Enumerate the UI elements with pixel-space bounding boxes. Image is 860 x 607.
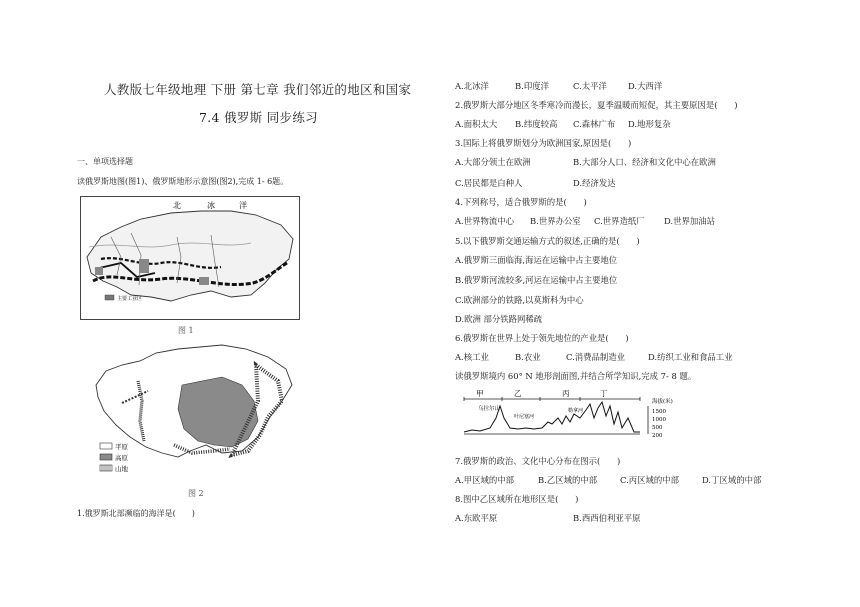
- q6-option-b: B.农业: [515, 352, 541, 362]
- question-4: 4.下列称号，适合俄罗斯的是( ): [455, 197, 587, 207]
- terrain-map-drawing: [82, 341, 296, 481]
- q7-option-b: B.乙区域的中部: [538, 475, 598, 485]
- zone-yi: 乙: [514, 389, 522, 398]
- terrain-map-figure: [82, 341, 296, 481]
- legend-plain: 平原: [115, 443, 128, 451]
- q6-option-c: C.消费品制造业: [566, 352, 626, 362]
- question-6: 6.俄罗斯在世界上处于领先地位的产业是( ): [455, 333, 629, 343]
- axis-title: 海拔(米): [652, 399, 673, 405]
- elevation-profile-figure: [462, 388, 698, 442]
- legend-plateau: 高原: [115, 454, 128, 462]
- q1-option-b: B.印度洋: [515, 81, 549, 91]
- tick-200: 200: [652, 433, 663, 439]
- q5-option-a: A.俄罗斯三面临海,海运在运输中占主要地位: [455, 255, 618, 265]
- q4-option-a: A.世界物流中心: [455, 216, 514, 226]
- q3-option-a: A.大部分领土在欧洲: [455, 157, 531, 167]
- russia-map-drawing: [81, 197, 299, 319]
- figure1-caption: 图 1: [178, 326, 194, 335]
- question-2: 2.俄罗斯大部分地区冬季寒冷而漫长，夏季温暖而短促，其主要原因是( ): [455, 100, 738, 110]
- q2-option-a: A.面积太大: [455, 119, 498, 129]
- q2-option-d: D.地形复杂: [628, 119, 671, 129]
- label-river-1: 叶尼塞河: [514, 414, 535, 420]
- tick-1500: 1500: [652, 409, 666, 415]
- q7-option-c: C.丙区域的中部: [620, 475, 680, 485]
- q4-option-d: D.世界加油站: [664, 216, 715, 226]
- q8-option-b: B.西西伯利亚平原: [573, 513, 641, 523]
- question-8: 8.图中乙区域所在地形区是( ): [455, 494, 579, 504]
- label-ural: 乌拉尔山: [478, 406, 501, 412]
- map-label-ocean: 洋: [239, 201, 247, 210]
- label-river-2: 勒拿河: [568, 408, 584, 414]
- q1-option-a: A.北冰洋: [455, 81, 489, 91]
- q5-option-c: C.欧洲部分的铁路,以莫斯科为中心: [455, 295, 584, 305]
- worksheet-title: 人教版七年级地理 下册 第七章 我们邻近的地区和国家: [104, 82, 412, 97]
- q7-option-a: A.甲区域的中部: [455, 475, 514, 485]
- elevation-profile-drawing: [462, 388, 698, 442]
- zone-ding: 丁: [600, 389, 608, 398]
- intro-profile: 读俄罗斯境内 60° N 地形剖面图,并结合所学知识,完成 7- 8 题。: [455, 371, 697, 381]
- q3-option-d: D.经济发达: [573, 178, 616, 188]
- map-label-north: 北: [173, 201, 181, 210]
- section-heading: 一、单项选择题: [77, 157, 133, 166]
- figure2-caption: 图 2: [188, 489, 204, 498]
- zone-bing: 丙: [562, 389, 570, 398]
- question-1: 1.俄罗斯北部濒临的海洋是( ): [77, 509, 195, 518]
- map-legend-industry: 主要工业区: [117, 296, 143, 302]
- intro-text: 读俄罗斯地图(图1)、俄罗斯地形示意图(图2),完成 1- 6题。: [77, 177, 289, 186]
- question-5: 5.以下俄罗斯交通运输方式的叙述,正确的是( ): [455, 236, 640, 246]
- q2-option-b: B.纬度较高: [515, 119, 558, 129]
- question-3: 3.国际上将俄罗斯划分为欧洲国家,原因是( ): [455, 138, 632, 148]
- legend-mountain: 山地: [115, 465, 128, 473]
- q5-option-b: B.俄罗斯河流较多,河运在运输中占主要地位: [455, 275, 618, 285]
- worksheet-subtitle: 7.4 俄罗斯 同步练习: [199, 110, 318, 125]
- q4-option-b: B.世界办公室: [530, 216, 581, 226]
- q3-option-c: C.居民都是白种人: [455, 178, 523, 188]
- russia-map-figure: [80, 196, 300, 320]
- question-7: 7.俄罗斯的政治、文化中心分布在图示( ): [455, 456, 621, 466]
- tick-500: 500: [652, 425, 663, 431]
- q7-option-d: D.丁区域的中部: [702, 475, 762, 485]
- map-label-ice: 冰: [207, 201, 215, 210]
- q3-option-b: B.大部分人口、经济和文化中心在欧洲: [573, 157, 716, 167]
- q4-option-c: C.世界造纸厂: [594, 216, 645, 226]
- q5-option-d: D.欧洲 部分铁路网稀疏: [455, 314, 543, 324]
- zone-jia: 甲: [476, 389, 484, 398]
- q2-option-c: C.森林广布: [573, 119, 616, 129]
- q1-option-d: D.大西洋: [628, 81, 663, 91]
- tick-1000: 1000: [652, 417, 666, 423]
- q6-option-d: D.纺织工业和食品工业: [648, 352, 733, 362]
- q6-option-a: A.核工业: [455, 352, 489, 362]
- q8-option-a: A.东欧平原: [455, 513, 498, 523]
- q1-option-c: C.太平洋: [573, 81, 607, 91]
